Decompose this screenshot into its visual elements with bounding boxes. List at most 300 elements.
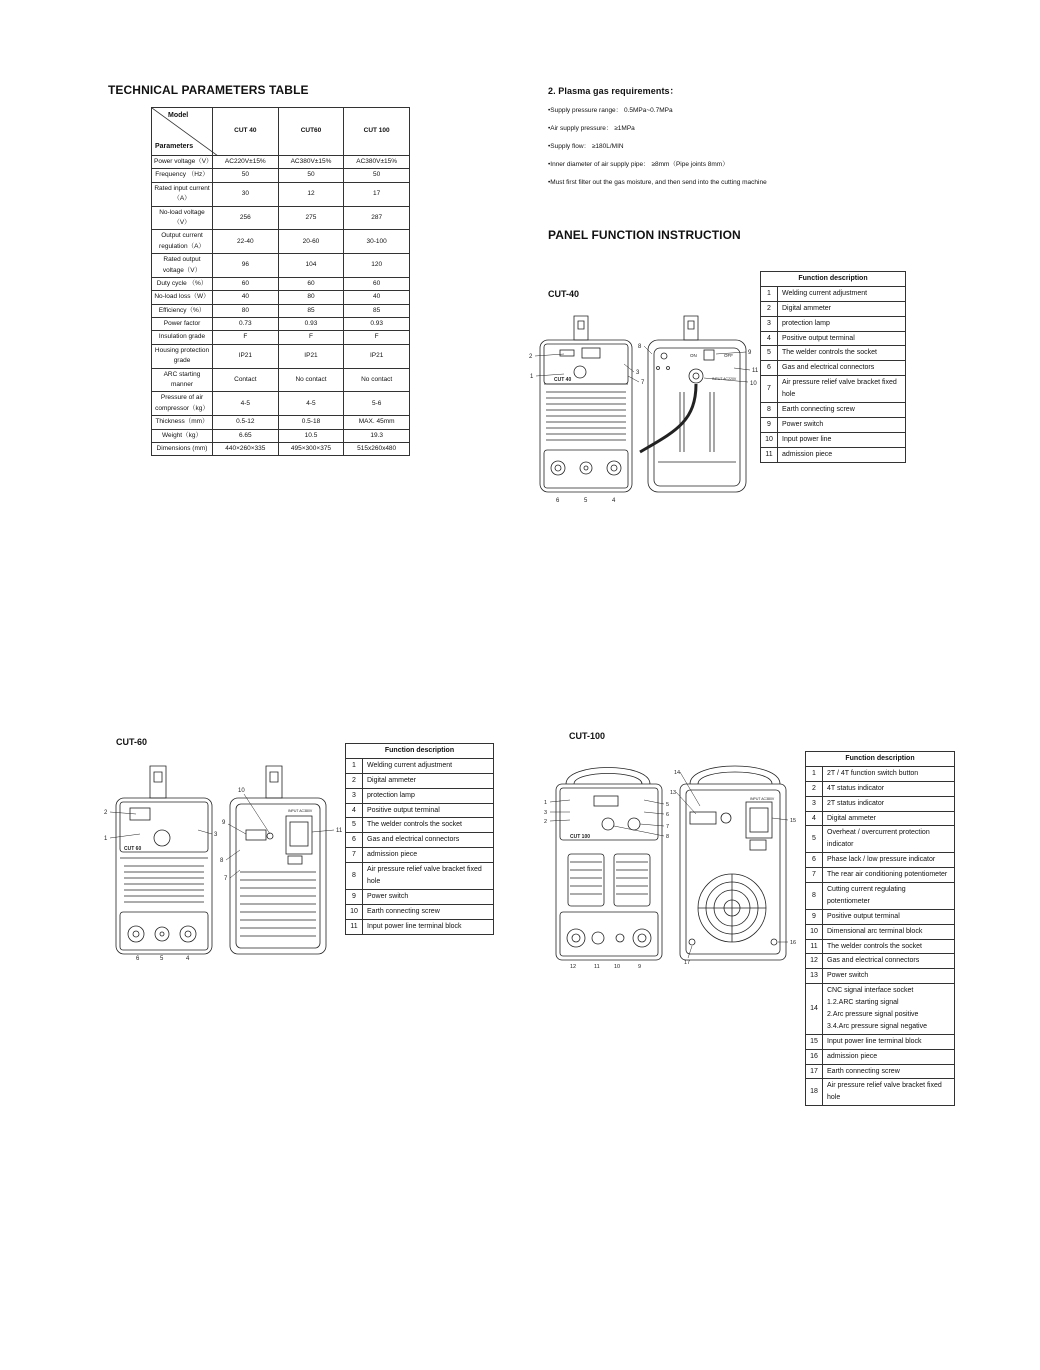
function-text [363,919,494,934]
function-text-main: The rear air conditioning potentiometer [827,871,948,879]
function-number: 2 [346,773,363,788]
function-text [823,868,955,883]
function-number: 6 [761,361,778,376]
function-row [761,316,906,331]
function-row [806,969,955,984]
callout: 8 [638,344,642,350]
function-row [346,889,494,904]
param-label: Weight（kg） [152,429,213,442]
tech-parameters-table [151,107,410,456]
function-text-main: Earth connecting screw [827,1067,900,1075]
param-value: AC380V±15% [344,156,410,169]
param-value: 85 [344,304,410,317]
function-text [363,773,494,788]
param-value: 50 [213,169,279,182]
function-number: 7 [761,376,778,403]
param-value: 495×300×375 [278,442,344,455]
function-text-main: CNC signal interface socket [827,987,914,995]
function-row [346,803,494,818]
tech-row [152,230,410,254]
function-text [363,863,494,890]
param-value: No contact [278,368,344,392]
function-text-main: Digital ammeter [367,776,417,784]
function-row [761,361,906,376]
function-text-main: Gas and electrical connectors [827,957,920,965]
cut60-function-table [345,743,494,935]
callout: 11 [336,828,343,834]
param-value: 120 [344,254,410,278]
param-value: 17 [344,182,410,206]
plasma-list [548,102,1018,192]
function-text-main: admission piece [827,1052,878,1060]
function-number: 4 [346,803,363,818]
function-text [363,818,494,833]
param-value: No contact [344,368,410,392]
function-header: Function description [806,752,955,767]
callout: 7 [666,824,670,830]
function-text [823,1049,955,1064]
cut60-rear-vents [240,872,316,936]
function-text [823,883,955,910]
function-text-main: Digital ammeter [782,304,832,312]
param-value: 0.5-12 [213,416,279,429]
function-row [806,924,955,939]
function-number: 8 [761,403,778,418]
function-number: 10 [346,904,363,919]
param-value: 515x260x480 [344,442,410,455]
function-text [363,904,494,919]
param-value: 104 [278,254,344,278]
function-number: 3 [346,788,363,803]
tech-row [152,206,410,230]
callout: 6 [556,498,560,504]
function-row [806,781,955,796]
function-text [363,833,494,848]
model-header: CUT60 [278,108,344,156]
function-number: 7 [346,848,363,863]
function-number: 11 [761,447,778,462]
function-header: Function description [346,744,494,759]
tech-row [152,368,410,392]
function-text-main: Positive output terminal [367,806,440,814]
param-label: Power voltage（V） [152,156,213,169]
function-row [346,773,494,788]
function-number: 2 [761,301,778,316]
callout: 2 [544,819,548,825]
function-row [806,1049,955,1064]
param-value: AC380V±15% [278,156,344,169]
function-text [823,781,955,796]
param-value: Contact [213,368,279,392]
function-text-main: Power switch [367,892,409,900]
function-row [761,432,906,447]
param-label: Pressure of air compressor（kg） [152,392,213,416]
cut100-function-table [805,751,955,1106]
function-number: 7 [806,868,823,883]
param-value: IP21 [213,344,279,368]
function-text-main: Gas and electrical connectors [782,364,875,372]
function-text [823,954,955,969]
callout: 5 [160,956,164,962]
function-row [806,1064,955,1079]
cut60-front-unit [116,766,212,954]
callout: 3 [544,810,548,816]
function-row [346,818,494,833]
param-label: Frequency （Hz） [152,169,213,182]
param-value: 0.73 [213,318,279,331]
cut100-badge: CUT 100 [570,834,591,840]
function-text-main: admission piece [367,851,418,859]
function-text-main: 2T status indicator [827,799,885,807]
param-value: 60 [344,277,410,290]
function-text-main: Input power line [782,435,832,443]
function-text [823,796,955,811]
function-row [806,984,955,1035]
function-number: 15 [806,1034,823,1049]
function-text [823,853,955,868]
function-number: 10 [761,432,778,447]
function-text [778,286,906,301]
param-value: 85 [278,304,344,317]
param-label: Output current regulation（A） [152,230,213,254]
corner-cell [152,108,213,156]
cut40-rear-unit [640,316,746,492]
param-label: No-load loss（W） [152,291,213,304]
tech-row [152,254,410,278]
param-value: 4-5 [213,392,279,416]
function-text-main: Phase lack / low pressure indicator [827,856,936,864]
function-number: 4 [806,811,823,826]
param-value: 22-40 [213,230,279,254]
callout: 1 [544,800,548,806]
function-text-main: Digital ammeter [827,814,877,822]
param-value: F [344,331,410,344]
cut40-off: OFF [724,353,733,358]
function-number: 10 [806,924,823,939]
function-number: 1 [346,758,363,773]
param-value: 0.5-18 [278,416,344,429]
function-row [761,447,906,462]
tech-header-row [152,108,410,156]
function-text-main: The welder controls the socket [782,349,877,357]
cut60-table-header [346,744,494,759]
callout: 7 [224,876,228,882]
param-label: Duty cycle （%） [152,277,213,290]
function-row [806,1079,955,1106]
param-value: 80 [278,291,344,304]
function-row [806,766,955,781]
tech-row [152,304,410,317]
function-number: 18 [806,1079,823,1106]
callout: 6 [666,812,670,818]
function-text-main: protection lamp [782,319,830,327]
callout: 4 [612,498,616,504]
function-number: 6 [806,853,823,868]
tech-row [152,277,410,290]
callout: 2 [529,354,533,360]
function-row [806,954,955,969]
function-text [778,346,906,361]
function-text [363,848,494,863]
param-label: Housing protection grade [152,344,213,368]
param-value: 4-5 [278,392,344,416]
param-value: 40 [344,291,410,304]
function-row [806,826,955,853]
function-text [363,889,494,904]
corner-model: Model [168,112,189,119]
model-header: CUT 100 [344,108,410,156]
tech-row [152,169,410,182]
function-number: 9 [761,417,778,432]
callout: 1 [104,836,108,842]
function-subtext: 1.2.ARC starting signal [827,999,899,1007]
param-value: 96 [213,254,279,278]
function-number: 1 [806,766,823,781]
param-value: 50 [278,169,344,182]
param-value: 12 [278,182,344,206]
function-number: 16 [806,1049,823,1064]
param-value: 10.5 [278,429,344,442]
function-number: 11 [346,919,363,934]
param-label: No-load voltage （V） [152,206,213,230]
function-text-main: Air pressure relief valve bracket fixed hole [782,379,897,399]
tech-row [152,156,410,169]
cut100-rear-unit [680,766,786,960]
function-text [778,432,906,447]
cut40-diagram [524,312,764,508]
callout: 8 [666,834,670,840]
function-number: 3 [806,796,823,811]
function-text [823,826,955,853]
function-text-main: Input power line terminal block [827,1037,922,1045]
tech-row [152,344,410,368]
callout: 3 [636,370,640,376]
function-number: 1 [761,286,778,301]
function-text [778,331,906,346]
callout: 15 [790,818,797,824]
function-number: 8 [806,883,823,910]
callout: 11 [752,368,759,374]
cut100-label: CUT-100 [569,731,606,741]
plasma-item: •Supply flow： ≥180L/MIN [548,143,624,150]
param-value: 287 [344,206,410,230]
function-row [761,301,906,316]
function-text-main: Overheat / overcurrent protection indicator [827,829,930,849]
function-row [761,403,906,418]
callout: 7 [641,380,645,386]
tech-row [152,392,410,416]
cut60-badge: CUT 60 [124,846,142,852]
tech-title: TECHNICAL PARAMETERS TABLE [108,83,309,97]
function-text-main: Earth connecting screw [367,907,440,915]
param-value: 256 [213,206,279,230]
function-number: 5 [806,826,823,853]
param-value: 40 [213,291,279,304]
param-value: 50 [344,169,410,182]
param-label: Rated input current（A） [152,182,213,206]
param-value: 5-6 [344,392,410,416]
function-text [823,1079,955,1106]
cut60-diagram [100,760,344,965]
cut40-front-unit [540,316,632,492]
param-value: 20-60 [278,230,344,254]
function-row [346,848,494,863]
cut60-front-vents [124,866,204,902]
param-value: F [278,331,344,344]
param-label: Efficiency（%） [152,304,213,317]
function-text [823,811,955,826]
function-number: 4 [761,331,778,346]
function-text [823,984,955,1035]
cut40-front-vents [546,392,626,440]
callout: 6 [136,956,140,962]
function-text [823,939,955,954]
function-number: 13 [806,969,823,984]
function-text [363,758,494,773]
callout: 4 [186,956,190,962]
function-row [806,939,955,954]
function-number: 3 [761,316,778,331]
function-text-main: Positive output terminal [827,912,900,920]
function-row [346,863,494,890]
function-text-main: Power switch [827,972,869,980]
param-value: IP21 [344,344,410,368]
function-row [806,883,955,910]
param-label: Insulation grade [152,331,213,344]
cut60-input: INPUT AC380V [288,809,313,813]
plasma-item: •Supply pressure range： 0.5MPa~0.7MPa [548,107,673,114]
model-header: CUT 40 [213,108,279,156]
callout: 2 [104,810,108,816]
function-text-main: Air pressure relief valve bracket fixed hole [827,1082,942,1102]
function-text [363,788,494,803]
function-row [761,376,906,403]
param-value: MAX. 45mm [344,416,410,429]
function-text [778,447,906,462]
param-label: Power factor [152,318,213,331]
function-number: 11 [806,939,823,954]
function-row [761,286,906,301]
cut60-leader-lines [110,794,334,878]
function-row [346,758,494,773]
param-value: IP21 [278,344,344,368]
callout: 5 [666,802,670,808]
param-value: 275 [278,206,344,230]
plasma-title: 2. Plasma gas requirements： [548,86,679,96]
param-value: 80 [213,304,279,317]
function-row [346,919,494,934]
function-number: 14 [806,984,823,1035]
function-row [806,868,955,883]
function-text [823,1064,955,1079]
function-text-main: The welder controls the socket [827,942,922,950]
function-row [806,909,955,924]
function-row [346,788,494,803]
function-subtext: 2.Arc pressure signal positive [827,1011,919,1019]
function-text-main: Positive output terminal [782,334,855,342]
plasma-item: •Air supply pressure： ≥1MPa [548,125,635,132]
tech-row [152,318,410,331]
function-text-main: protection lamp [367,791,415,799]
callout: 9 [638,964,642,970]
cut100-front-unit [556,768,662,961]
function-number: 17 [806,1064,823,1079]
function-text-main: Welding current adjustment [782,289,868,297]
function-text [823,1034,955,1049]
function-number: 8 [346,863,363,890]
function-text [823,924,955,939]
cut40-input: INPUT AC220V [712,377,737,381]
function-row [761,346,906,361]
function-text-main: Welding current adjustment [367,761,453,769]
function-subtext: 3.4.Arc pressure signal negative [827,1022,927,1030]
function-text-main: The welder controls the socket [367,821,462,829]
function-row [761,331,906,346]
function-number: 6 [346,833,363,848]
tech-row [152,291,410,304]
cut100-input: INPUT AC380V [750,797,775,801]
function-text-main: 4T status indicator [827,784,885,792]
tech-row [152,182,410,206]
callout: 10 [750,381,757,387]
function-text [778,316,906,331]
function-text [778,376,906,403]
param-label: Thickness（mm） [152,416,213,429]
tech-row [152,416,410,429]
param-value: 30 [213,182,279,206]
function-row [761,417,906,432]
function-row [346,904,494,919]
callout: 9 [748,350,752,356]
function-row [806,1034,955,1049]
param-label: ARC starting manner [152,368,213,392]
callout: 3 [214,832,218,838]
cut100-front-vents [568,854,650,906]
param-value: 60 [278,277,344,290]
function-number: 12 [806,954,823,969]
cut60-label: CUT-60 [116,737,148,747]
function-text [363,803,494,818]
tech-row [152,442,410,455]
function-number: 9 [346,889,363,904]
function-header: Function description [761,272,906,287]
param-label: Rated output voltage（V） [152,254,213,278]
function-text [778,301,906,316]
param-value: 0.93 [278,318,344,331]
cut40-on: ON [690,353,697,358]
callout: 9 [222,820,226,826]
cut40-label: CUT-40 [548,289,580,299]
cut100-table-header [806,752,955,767]
cut40-table-header [761,272,906,287]
callout: 16 [790,940,797,946]
function-text [823,969,955,984]
function-text [778,361,906,376]
callout: 13 [670,790,677,796]
param-value: 30-100 [344,230,410,254]
cut40-badge: CUT 40 [554,377,572,383]
cut100-diagram [540,756,802,970]
function-text-main: Gas and electrical connectors [367,836,460,844]
param-value: 60 [213,277,279,290]
callout: 14 [674,770,681,776]
function-text [778,403,906,418]
param-value: F [213,331,279,344]
param-value: 0.93 [344,318,410,331]
function-number: 2 [806,781,823,796]
tech-row [152,331,410,344]
panel-title: PANEL FUNCTION INSTRUCTION [548,228,741,242]
